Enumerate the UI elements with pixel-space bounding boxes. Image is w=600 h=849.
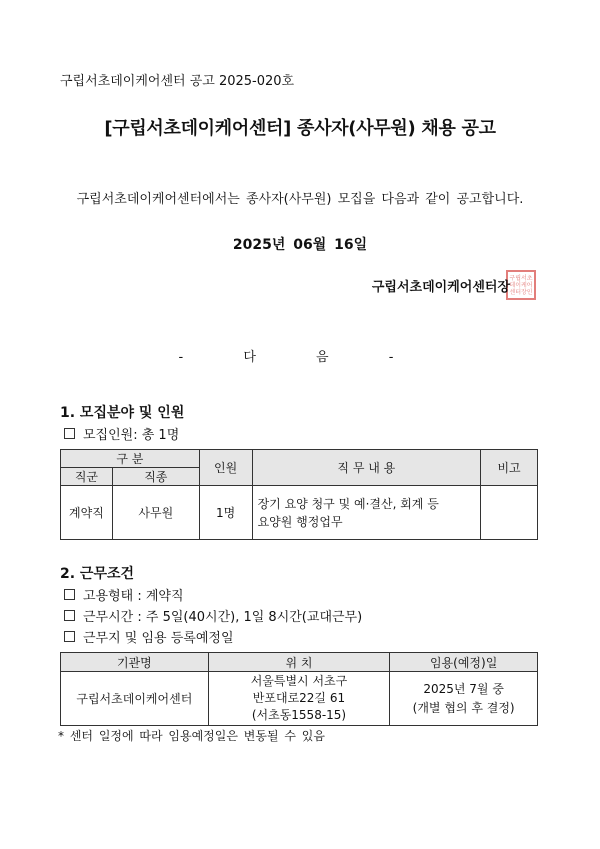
square-bullet-icon <box>64 610 75 621</box>
header-gubun: 구 분 <box>61 450 200 468</box>
section2-bullet-3: 근무지 및 임용 등록예정일 <box>64 627 234 646</box>
table-row <box>61 486 538 540</box>
cell-org: 구립서초데이케어센터 <box>61 672 209 726</box>
section1-bullet: 모집인원: 총 1명 <box>64 424 179 443</box>
dada-heading: - 다 음 - <box>178 350 422 365</box>
square-bullet-icon <box>64 631 75 642</box>
section2-bullet-2: 근무시간 : 주 5일(40시간), 1일 8시간(교대근무) <box>64 606 362 625</box>
announcement-date: 2025년 06월 16일 <box>232 237 368 253</box>
cell-naeyong: 장기 요양 청구 및 예·결산, 회계 등 요양원 행정업무 <box>252 486 480 540</box>
table-row <box>61 672 538 726</box>
notice-number: 구립서초데이케어센터 공고 2025-020호 <box>60 74 295 89</box>
signer-name: 구립서초데이케어센터장 <box>371 280 510 295</box>
header-jikgun: 직군 <box>61 468 113 486</box>
cell-jikgun: 계약직 <box>61 486 113 540</box>
cell-jikjong: 사무원 <box>112 486 199 540</box>
cell-location: 서울특별시 서초구 반포대로22길 61 (서초동1558-15) <box>208 672 390 726</box>
cell-inwon: 1명 <box>199 486 252 540</box>
official-seal: 구립서초데이케어센터장인 <box>506 270 536 300</box>
header-inwon: 인원 <box>199 450 252 486</box>
document-title: [구립서초데이케어센터] 종사자(사무원) 채용 공고 <box>104 118 496 139</box>
square-bullet-icon <box>64 428 75 439</box>
square-bullet-icon <box>64 589 75 600</box>
header-loc: 위 치 <box>208 653 390 672</box>
workplace-table <box>60 652 538 726</box>
section1-heading: 1. 모집분야 및 인원 <box>60 405 185 421</box>
header-date: 임용(예정)일 <box>390 653 538 672</box>
section2-heading: 2. 근무조건 <box>60 566 135 582</box>
intro-text: 구립서초데이케어센터에서는 종사자(사무원) 모집을 다음과 같이 공고합니다. <box>76 192 524 207</box>
cell-bigo <box>481 486 538 540</box>
recruitment-table <box>60 449 538 540</box>
footnote: * 센터 일정에 따라 임용예정일은 변동될 수 있음 <box>58 729 325 743</box>
header-org: 기관명 <box>61 653 209 672</box>
section2-bullet-1: 고용형태 : 계약직 <box>64 585 184 604</box>
header-naeyong: 직 무 내 용 <box>252 450 480 486</box>
header-bigo: 비고 <box>481 450 538 486</box>
header-jikjong: 직종 <box>112 468 199 486</box>
cell-start-date: 2025년 7월 중 (개별 협의 후 결정) <box>390 672 538 726</box>
